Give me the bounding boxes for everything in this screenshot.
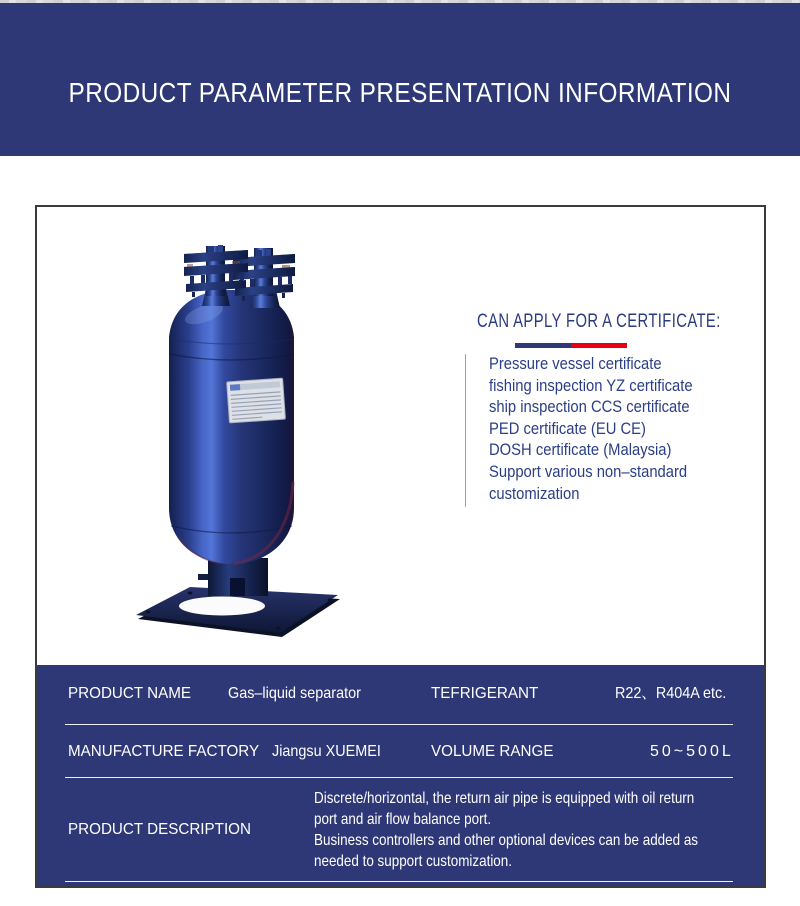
accent-bar [515,343,627,348]
refrigerant-value: R22、R404A etc. [615,685,727,702]
separator-tank-photo [132,242,344,638]
description-line: port and air flow balance port. [314,811,492,828]
page-title: PRODUCT PARAMETER PRESENTATION INFORMATION [68,77,732,108]
description-line: needed to support customization. [314,853,512,870]
certificate-list [489,353,693,504]
volume-value: 50~500L [650,743,734,760]
content-card [35,205,766,888]
product-name-label: PRODUCT NAME [68,685,192,702]
certificate-item: ship inspection CCS certificate [489,397,690,417]
row-divider [65,777,733,778]
certificate-item: customization [489,483,580,503]
certificate-vertical-rule [465,354,466,507]
certificate-heading: CAN APPLY FOR A CERTIFICATE: [477,311,721,332]
certificate-item: PED certificate (EU CE) [489,418,646,438]
description-line: Business controllers and other optional devices can be added as [314,832,699,849]
description-label: PRODUCT DESCRIPTION [68,821,251,838]
accent-bar-red [571,343,627,348]
accent-bar-blue [515,343,571,348]
certificate-item: Pressure vessel certificate [489,354,662,373]
refrigerant-label: TEFRIGERANT [431,685,539,702]
factory-value: Jiangsu XUEMEI [272,743,381,760]
certificate-item: fishing inspection YZ certificate [489,375,693,395]
certificate-item: Support various non–standard [489,461,688,481]
header-banner [0,3,800,156]
factory-label: MANUFACTURE FACTORY [68,743,260,760]
description-text [314,788,698,872]
tank-nameplate [227,378,286,423]
description-line: Discrete/horizontal, the return air pipe is equipped with oil return [314,790,695,807]
product-name-value: Gas–liquid separator [228,685,361,702]
certificate-item: DOSH certificate (Malaysia) [489,440,672,460]
row-divider [65,881,733,882]
spec-table [37,665,764,886]
volume-label: VOLUME RANGE [431,743,554,760]
row-divider [65,724,733,725]
